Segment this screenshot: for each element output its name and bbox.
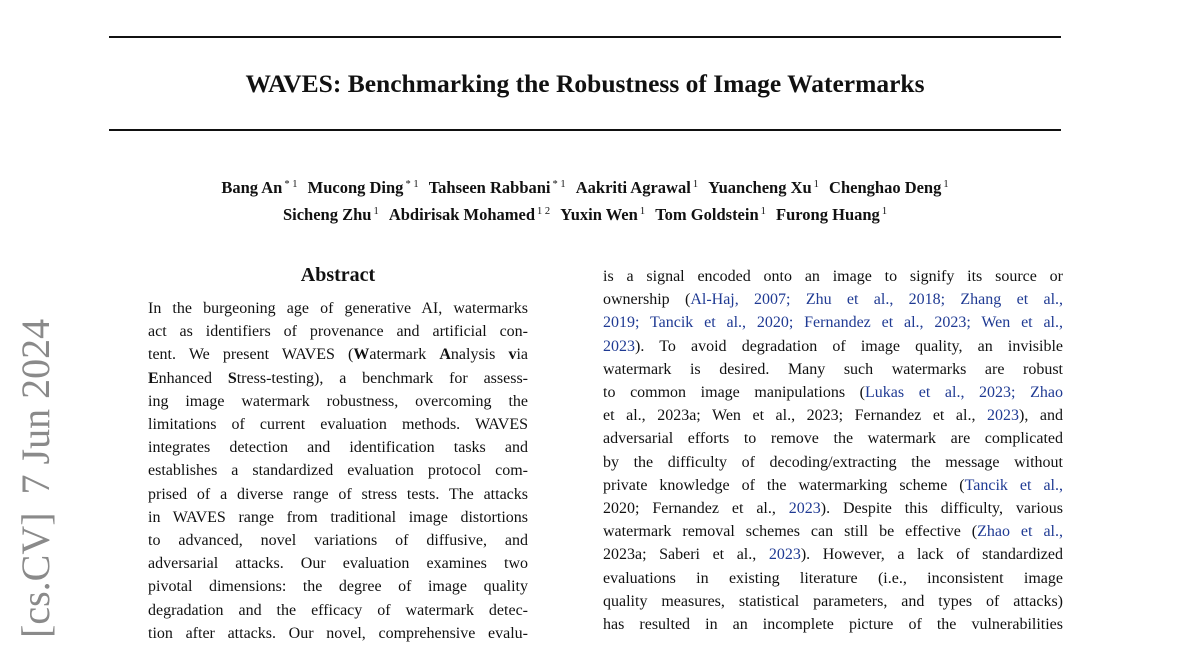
arxiv-category: [cs.CV]: [13, 512, 58, 638]
title-rule-top: [109, 36, 1061, 38]
body-line: watermark is desired. Many such watermarks are robust: [603, 360, 1063, 378]
author-name: Furong Huang $^1$: [776, 205, 888, 224]
body-line: 2023). To avoid degradation of image quality, an invisible: [603, 337, 1063, 355]
author-affiliation: 1: [813, 179, 819, 190]
abstract-line: tion after attacks. Our novel, comprehensive evalu-: [148, 624, 528, 642]
author-line-1: [109, 173, 1061, 200]
author-name: Yuxin Wen $^1$: [560, 205, 646, 224]
citation-link[interactable]: 2023: [788, 500, 821, 518]
abstract-line: adversarial attacks. Our evaluation examines two: [148, 555, 528, 573]
abstract-line: In the burgeoning age of generative AI, watermarks: [148, 300, 528, 317]
arxiv-date: 7 Jun 2024: [13, 318, 58, 495]
body-line: [603, 311, 1063, 334]
author-name: Sicheng Zhu $^1$: [282, 205, 379, 224]
author-name: Yuancheng Xu $^1$: [708, 178, 819, 197]
citation-link[interactable]: 2023: [987, 407, 1020, 425]
author-name: Aakriti Agrawal $^1$: [575, 178, 699, 197]
abstract-line: degradation and the efficacy of watermark detec-: [148, 601, 528, 619]
author-affiliation: * 1: [405, 179, 419, 190]
body-line: 2023a; Saberi et al., 2023). However, a lack of standardized: [603, 546, 1064, 564]
body-line: ownership (Al-Haj, 2007; Zhu et al., 2018; Zhang et al.,: [603, 291, 1064, 309]
author-affiliation: * 1: [552, 179, 566, 190]
author-name: Tahseen Rabbani $^{* 1}$: [428, 178, 566, 197]
abstract-heading: Abstract: [300, 264, 376, 286]
author-name: Abdirisak Mohamed $^{1 2}$: [388, 205, 551, 224]
citation-link[interactable]: 2019; Tancik et al., 2020; Fernandez et al., 2023; Wen et al.,: [603, 314, 1063, 332]
body-line: et al., 2023a; Wen et al., 2023; Fernandez et al., 2023), and: [603, 407, 1063, 425]
paper-title: WAVES: Benchmarking the Robustness of Image Watermarks: [245, 69, 925, 98]
abstract-line: integrates detection and identification tasks and: [148, 439, 528, 457]
author-affiliation: 1: [943, 179, 949, 190]
author-affiliation: * 1: [284, 179, 298, 190]
author-line-2: [109, 200, 1061, 227]
abstract-line: pivotal dimensions: the degree of image quality: [148, 578, 528, 596]
author-affiliation: 1: [881, 206, 888, 217]
author-affiliation: 1: [692, 179, 699, 190]
body-line: watermark removal schemes can still be effective (Zhao et al.,: [603, 523, 1063, 541]
body-line: by the difficulty of decoding/extracting the message without: [603, 453, 1063, 471]
abstract-line: establishes a standardized evaluation protocol com-: [148, 462, 528, 480]
citation-link[interactable]: Tancik et al.,: [964, 476, 1063, 494]
intro-body: [603, 265, 1063, 636]
abstract-line: in WAVES range from traditional image distortions: [148, 508, 528, 526]
author-block: [109, 173, 1061, 227]
body-line: is a signal encoded onto an image to signify its source or: [603, 268, 1063, 285]
abstract-line: act as identifiers of provenance and artificial con-: [148, 323, 528, 341]
abstract-line: Enhanced Stress-testing), a benchmark for assess-: [148, 369, 529, 387]
abstract-body: [148, 297, 528, 645]
author-name: Chenghao Deng $^1$: [829, 178, 949, 197]
author-name: Bang An $^{* 1}$: [221, 178, 298, 197]
body-line: adversarial efforts to remove the watermark are complicated: [603, 430, 1063, 448]
citation-link[interactable]: Lukas et al., 2023; Zhao: [865, 384, 1063, 402]
body-line: has resulted in an incomplete picture of the vulnerabilities: [603, 616, 1063, 634]
arxiv-sidebar-stamp: [12, 319, 60, 638]
body-line: 2020; Fernandez et al., 2023). Despite this difficulty, various: [603, 500, 1063, 518]
body-line: private knowledge of the watermarking scheme (Tancik et al.,: [603, 476, 1063, 494]
author-name: Mucong Ding $^{* 1}$: [307, 178, 419, 197]
citation-link[interactable]: 2023: [768, 546, 801, 564]
abstract-line: prised of a diverse range of stress tests. The attacks: [148, 485, 528, 503]
abstract-line: limitations of current evaluation methods. WAVES: [148, 416, 528, 434]
author-affiliation: 1: [373, 206, 379, 217]
abstract-line: to advanced, novel variations of diffusive, and: [148, 532, 528, 550]
author-affiliation: 1: [760, 206, 766, 217]
abstract-line: tent. We present WAVES (Watermark Analysis via: [148, 346, 528, 364]
author-affiliation: 1 2: [537, 206, 551, 217]
title-rule-bottom: [109, 129, 1061, 131]
body-line: quality measures, statistical parameters, and types of attacks): [603, 592, 1063, 610]
citation-link[interactable]: 2023: [603, 337, 635, 355]
citation-link[interactable]: Al-Haj, 2007; Zhu et al., 2018; Zhang et al.,: [690, 291, 1064, 309]
abstract-line: ing image watermark robustness, overcoming the: [148, 392, 528, 410]
citation-link[interactable]: Zhao et al.,: [977, 523, 1063, 541]
author-affiliation: 1: [639, 206, 646, 217]
body-line: evaluations in existing literature (i.e., inconsistent image: [603, 569, 1063, 587]
author-name: Tom Goldstein $^1$: [655, 205, 766, 224]
body-line: to common image manipulations (Lukas et al., 2023; Zhao: [603, 384, 1063, 402]
